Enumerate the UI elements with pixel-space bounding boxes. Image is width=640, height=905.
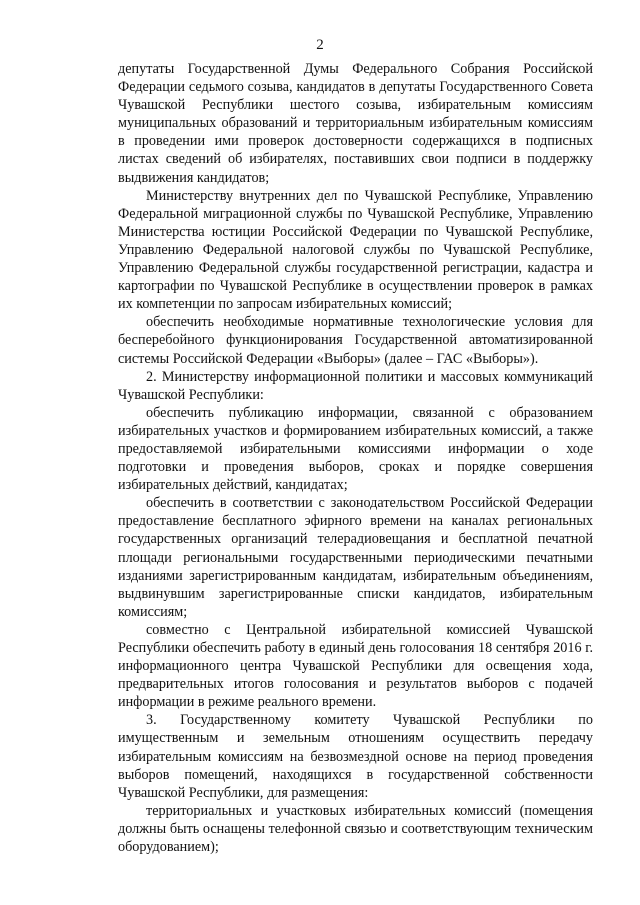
paragraph-9: территориальных и участковых избирательных комиссий (помещения должны быть оснащены телефонной связью и соответствующим техническим оборудованием);	[118, 802, 593, 856]
paragraph-6: обеспечить в соответствии с законодательством Российской Федерации предоставление бесплатного эфирного времени на каналах региональных государственных организаций телерадиовещания и бесплатной печатной площади региональными государственными периодическими печатными изданиями зарегистрированным кандидатам, избирательным объединениям, выдвинувшим зарегистрированные списки кандидатов, избирательным комиссиям;	[118, 495, 593, 620]
page-number: 2	[316, 37, 324, 53]
paragraph-5: обеспечить публикацию информации, связанной с образованием избирательных участков и формированием избирательных комиссий, а также предоставляемой избирательными комиссиями информации о ходе подготовки и проведения выборов, сроках и порядке совершения избирательных действий, кандидатах;	[118, 404, 593, 494]
paragraph-4: 2. Министерству информационной политики и массовых коммуникаций Чувашской Республики:	[118, 368, 593, 403]
paragraph-8: 3. Государственному комитету Чувашской Республики по имущественным и земельным отношениям осуществить передачу избирательным комиссиям на безвозмездной основе на период проведения выборов помещений, находящихся в государственной собственности Чувашской Республики, для размещения:	[118, 712, 593, 801]
paragraph-7: совместно с Центральной избирательной комиссией Чувашской Республики обеспечить работу в единый день голосования 18 сентября 2016 г. информационного центра Чувашской Республики для освещения хода, предварительных итогов голосования и результатов выборов с подачей информации в режиме реального времени.	[118, 621, 593, 711]
document-body	[118, 60, 593, 856]
paragraph-3: обеспечить необходимые нормативные технологические условия для бесперебойного функционирования Государственной автоматизированной системы Российской Федерации «Выборы» (далее – ГАС «Выборы»).	[118, 314, 593, 367]
paragraph-2: Министерству внутренних дел по Чувашской Республике, Управлению Федеральной миграционной службы по Чувашской Республике, Управлению Министерства юстиции Российской Федерации по Чувашской Республике, Управлению Федеральной налоговой службы по Чувашской Республике, Управлению Федеральной службы государственной регистрации, кадастра и картографии по Чувашской Республике в осуществлении проверок в рамках их компетенции по запросам избирательных комиссий;	[118, 187, 593, 313]
paragraph-1: депутаты Государственной Думы Федерального Собрания Российской Федерации седьмого созыва, кандидатов в депутаты Государственного Совета Чувашской Республики шестого созыва, избирательным комиссиям муниципальных образований и территориальным избирательным комиссиям в проведении ими проверок достоверности содержащихся в подписных листах сведений об избирателях, поставивших свои подписи в поддержку выдвижения кандидатов;	[118, 61, 593, 186]
